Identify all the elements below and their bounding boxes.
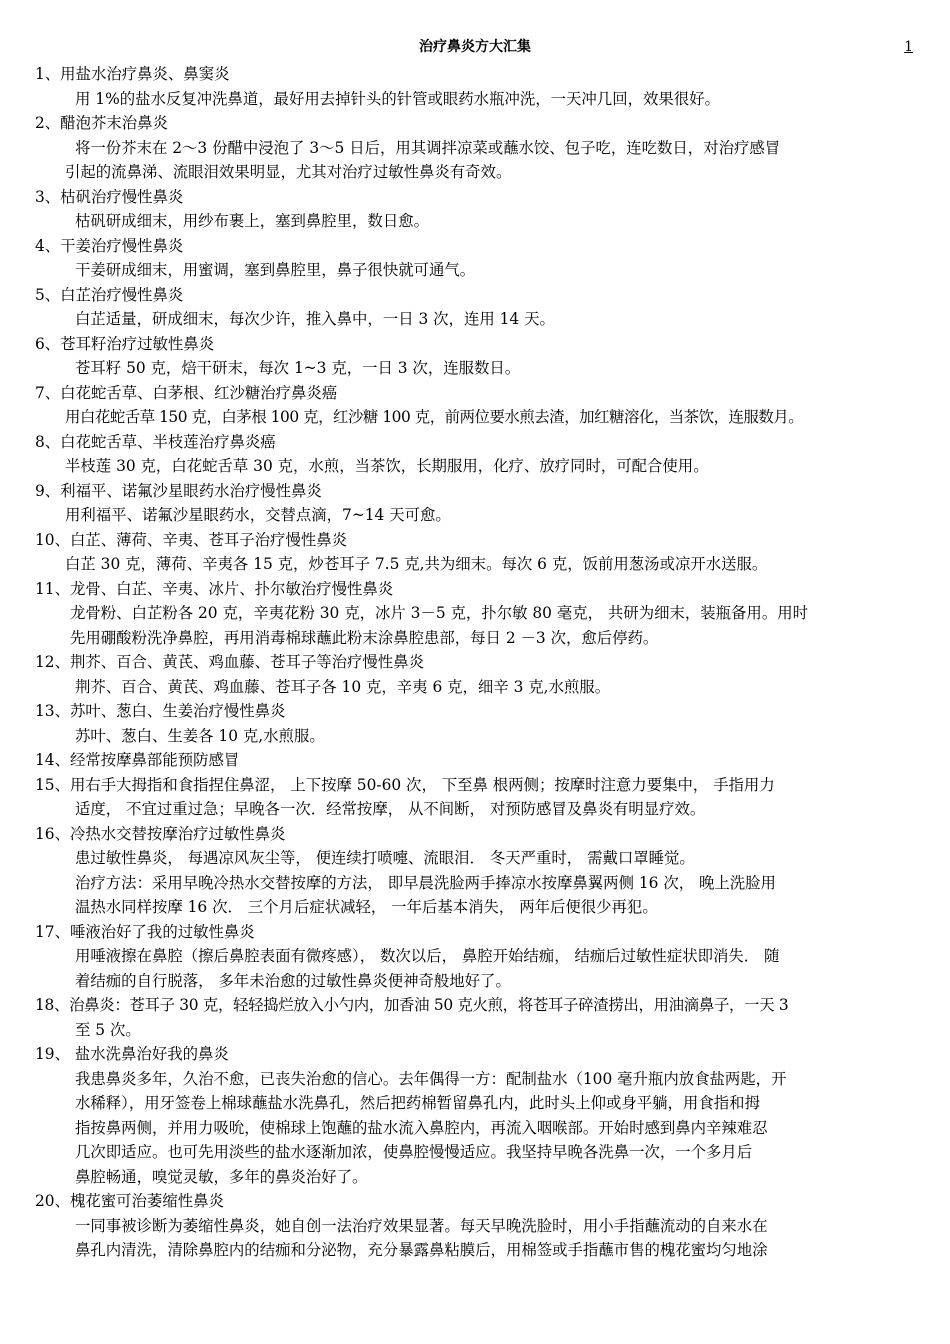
remedy-text: 半枝莲 30 克，白花蛇舌草 30 克，水煎，当茶饮，长期服用，化疗、放疗同时，可配合使用。 [65,457,709,475]
remedy-text: 适度， 不宜过重过急；早晚各一次．经常按摩， 从不间断， 对预防感冒及鼻炎有明显疗效。 [75,800,706,818]
remedy-text: 龙骨粉、白芷粉各 20 克，辛夷花粉 30 克，冰片 3－5 克，扑尔敏 80 毫克， 共研为细末，装瓶备用。用时 [70,604,808,622]
remedy-text: 几次即适应。也可先用淡些的盐水逐渐加浓，使鼻腔慢慢适应。我坚持早晚各洗鼻一次，一个多月后 [75,1143,753,1161]
page-header [0,37,950,57]
remedy-item [35,577,920,651]
remedy-item [35,1189,920,1263]
remedy-text: 温热水同样按摩 16 次． 三个月后症状减轻， 一年后基本消失， 两年后便很少再犯。 [75,898,658,916]
remedy-item [35,773,920,822]
remedy-item [35,381,920,430]
remedy-heading: 19、 盐水洗鼻治好我的鼻炎 [35,1045,229,1063]
remedy-heading: 1、用盐水治疗鼻炎、鼻窦炎 [35,65,230,83]
remedy-heading: 14、经常按摩鼻部能预防感冒 [35,751,240,769]
remedy-item [35,748,920,773]
remedy-text: 将一份芥末在 2～3 份醋中浸泡了 3～5 日后，用其调拌凉菜或蘸水饺、包子吃，连吃数日，对治疗感冒 [75,138,781,157]
remedy-text: 患过敏性鼻炎， 每遇凉风灰尘等， 便连续打喷嚏、流眼泪． 冬天严重时， 需戴口罩睡觉。 [75,849,695,867]
remedy-heading: 10、白芷、薄荷、辛夷、苍耳子治疗慢性鼻炎 [35,530,348,549]
page-title: 治疗鼻炎方大汇集 [419,39,531,55]
remedy-item [35,185,920,234]
remedy-text: 引起的流鼻涕、流眼泪效果明显，尤其对治疗过敏性鼻炎有奇效。 [65,163,512,181]
remedy-heading: 7、白花蛇舌草、白茅根、红沙糖治疗鼻炎癌 [35,383,338,402]
remedy-text: 治疗方法：采用早晚冷热水交替按摩的方法， 即早晨洗脸两手捧凉水按摩鼻翼两侧 16 次， 晚上洗脸用 [75,873,776,892]
remedy-heading: 4、干姜治疗慢性鼻炎 [35,236,184,255]
remedy-item [35,993,920,1042]
remedy-text: 水稀释），用牙签卷上棉球蘸盐水洗鼻孔，然后把药棉暂留鼻孔内，此时头上仰或身平躺，用食指和拇 [75,1094,760,1112]
remedy-text: 苏叶、葱白、生姜各 10 克,水煎服。 [75,726,325,745]
document-body [35,62,920,1263]
remedy-text: 鼻腔畅通，嗅觉灵敏，多年的鼻炎治好了。 [75,1167,368,1186]
remedy-heading: 17、唾液治好了我的过敏性鼻炎 [35,922,255,941]
remedy-text: 用白花蛇舌草 150 克，白茅根 100 克，红沙糖 100 克，前两位要水煎去渣，加红糖溶化，当茶饮，连服数月。 [65,408,804,426]
remedy-text: 用唾液擦在鼻腔（擦后鼻腔表面有微疼感）， 数次以后， 鼻腔开始结痂， 结痂后过敏性症状即消失． 随 [75,947,780,965]
remedy-item [35,332,920,381]
remedy-heading: 11、龙骨、白芷、辛夷、冰片、扑尔敏治疗慢性鼻炎 [35,579,394,598]
remedy-heading: 12、荆芥、百合、黄芪、鸡血藤、苍耳子等治疗慢性鼻炎 [35,653,424,671]
remedy-text: 干姜研成细末，用蜜调，塞到鼻腔里，鼻子很快就可通气。 [75,261,476,279]
remedy-heading: 13、苏叶、葱白、生姜治疗慢性鼻炎 [35,702,286,720]
remedy-item [35,430,920,479]
remedy-text: 一同事被诊断为萎缩性鼻炎，她自创一法治疗效果显著。每天早晚洗脸时，用小手指蘸流动的自来水在 [75,1216,768,1235]
remedy-text: 着结痂的自行脱落， 多年未治愈的过敏性鼻炎便神奇般地好了。 [75,971,511,990]
remedy-text: 用利福平、诺氟沙星眼药水，交替点滴，7~14 天可愈。 [65,506,451,524]
remedy-heading: 3、枯矾治疗慢性鼻炎 [35,187,184,206]
page-number: 1 [904,39,913,55]
remedy-item [35,822,920,920]
remedy-heading: 2、醋泡芥末治鼻炎 [35,114,168,132]
remedy-heading: 18、治鼻炎：苍耳子 30 克，轻轻捣烂放入小勺内，加香油 50 克火煎，将苍耳子碎渣捞出，用油滴鼻子，一天 3 [35,996,789,1014]
remedy-item [35,699,920,748]
remedy-heading: 5、白芷治疗慢性鼻炎 [35,285,184,304]
remedy-text: 先用硼酸粉洗净鼻腔，再用消毒棉球蘸此粉末涂鼻腔患部，每日 2 －3 次，愈后停药。 [70,628,659,647]
remedy-item [35,528,920,577]
remedy-text: 用 1%的盐水反复冲洗鼻道，最好用去掉针头的针管或眼药水瓶冲洗，一天冲几回，效果很好。 [75,89,720,108]
remedy-heading: 9、利福平、诺氟沙星眼药水治疗慢性鼻炎 [35,481,322,500]
remedy-item [35,650,920,699]
remedy-heading: 16、冷热水交替按摩治疗过敏性鼻炎 [35,824,286,843]
remedy-text: 荆芥、百合、黄芪、鸡血藤、苍耳子各 10 克，辛夷 6 克，细辛 3 克,水煎服。 [75,677,611,696]
remedy-heading: 20、槐花蜜可治萎缩性鼻炎 [35,1192,224,1210]
remedy-item [35,111,920,185]
remedy-item [35,920,920,994]
remedy-heading: 15、用右手大拇指和食指捏住鼻涩， 上下按摩 50-60 次， 下至鼻 根两侧；按摩时注意力要集中， 手指用力 [35,775,775,794]
remedy-text: 我患鼻炎多年，久治不愈，已丧失治愈的信心。去年偶得一方：配制盐水（100 毫升瓶内放食盐两匙，开 [75,1069,787,1088]
remedy-item [35,1042,920,1189]
remedy-item [35,62,920,111]
remedy-item [35,479,920,528]
remedy-item [35,283,920,332]
remedy-text: 苍耳籽 50 克，焙干研末，每次 1~3 克，一日 3 次，连服数日。 [75,359,521,377]
remedy-heading: 8、白花蛇舌草、半枝莲治疗鼻炎癌 [35,432,276,451]
remedy-item [35,234,920,283]
remedy-text: 枯矾研成细末，用纱布裹上，塞到鼻腔里，数日愈。 [75,212,429,230]
remedy-text: 至 5 次。 [75,1020,141,1039]
remedy-text: 白芷适量，研成细末，每次少许，推入鼻中，一日 3 次，连用 14 天。 [75,310,555,328]
remedy-text: 鼻孔内清洗，清除鼻腔内的结痂和分泌物，充分暴露鼻粘膜后，用棉签或手指蘸市售的槐花蜜均匀地涂 [75,1241,768,1259]
remedy-heading: 6、苍耳籽治疗过敏性鼻炎 [35,334,215,353]
remedy-text: 白芷 30 克，薄荷、辛夷各 15 克，炒苍耳子 7.5 克,共为细末。每次 6 克，饭前用葱汤或凉开水送服。 [65,555,768,573]
remedy-text: 指按鼻两侧，并用力吸吮，使棉球上饱蘸的盐水流入鼻腔内，再流入咽喉部。开始时感到鼻内辛辣难忍 [75,1118,768,1137]
